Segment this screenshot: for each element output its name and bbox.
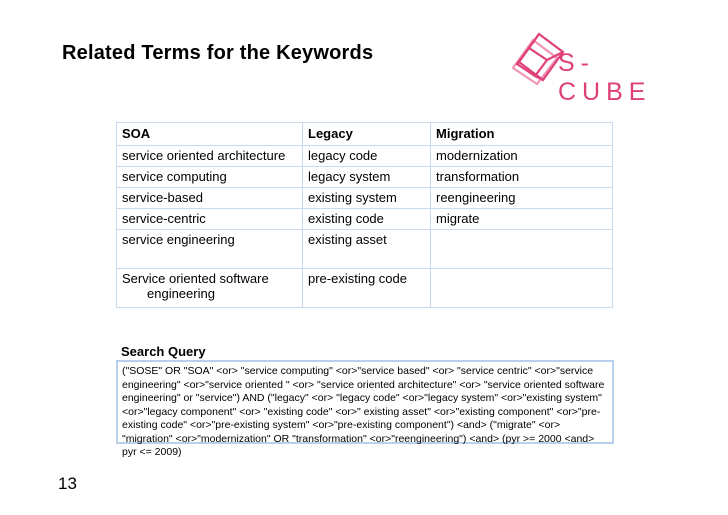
header-soa: SOA (117, 123, 303, 146)
table-cell: legacy code (303, 146, 431, 167)
search-query-label: Search Query (121, 344, 206, 359)
table-cell: service oriented architecture (117, 146, 303, 167)
table-cell: migrate (431, 209, 613, 230)
table-row (117, 209, 613, 230)
cell-text: Service oriented software (122, 271, 269, 286)
table-row (117, 188, 613, 209)
table-cell: reengineering (431, 188, 613, 209)
table-cell: service-based (117, 188, 303, 209)
search-query-box: ("SOSE" OR "SOA" <or> "service computing" <or>"service based" <or> "service centric" <or>"service engineering" <or>"service oriented " <or> "service oriented architecture" <or> "service oriented software engineering" or "service") AND ("legacy" <or> "legacy code" <or>"legacy system" <or>"existing system" <or>"legacy component" <or> "existing code" <or>" existing asset" <or>"existing component" <or>"pre-existing code" <or>"pre-existing system" <or>"pre-existing component") <and> ("migrate" <or> "migration" <or>"modernization" OR "transformation" <or>"reengineering") <and> (pyr >= 2000 <and> pyr <= 2009) (116, 360, 614, 444)
slide-title: Related Terms for the Keywords (62, 42, 374, 64)
table-cell: service-centric (117, 209, 303, 230)
table-row (117, 230, 613, 269)
table-header-row (117, 123, 613, 146)
table-cell: existing code (303, 209, 431, 230)
header-legacy: Legacy (303, 123, 431, 146)
table-cell: legacy system (303, 167, 431, 188)
table-cell: existing system (303, 188, 431, 209)
table-row (117, 269, 613, 308)
table-cell: service computing (117, 167, 303, 188)
table-cell: modernization (431, 146, 613, 167)
table-cell (431, 230, 613, 269)
related-terms-table (116, 122, 613, 308)
cell-text-continuation: engineering (147, 286, 215, 301)
table-row (117, 146, 613, 167)
logo-text: S-CUBE (558, 49, 652, 106)
table-cell: existing asset (303, 230, 431, 269)
page-number: 13 (58, 474, 77, 493)
table-row (117, 167, 613, 188)
table-cell: pre-existing code (303, 269, 431, 308)
table-cell (431, 269, 613, 308)
header-migration: Migration (431, 123, 613, 146)
s-cube-logo (511, 30, 671, 106)
table-cell: transformation (431, 167, 613, 188)
table-cell: service engineering (117, 230, 303, 269)
table-cell (117, 269, 303, 308)
